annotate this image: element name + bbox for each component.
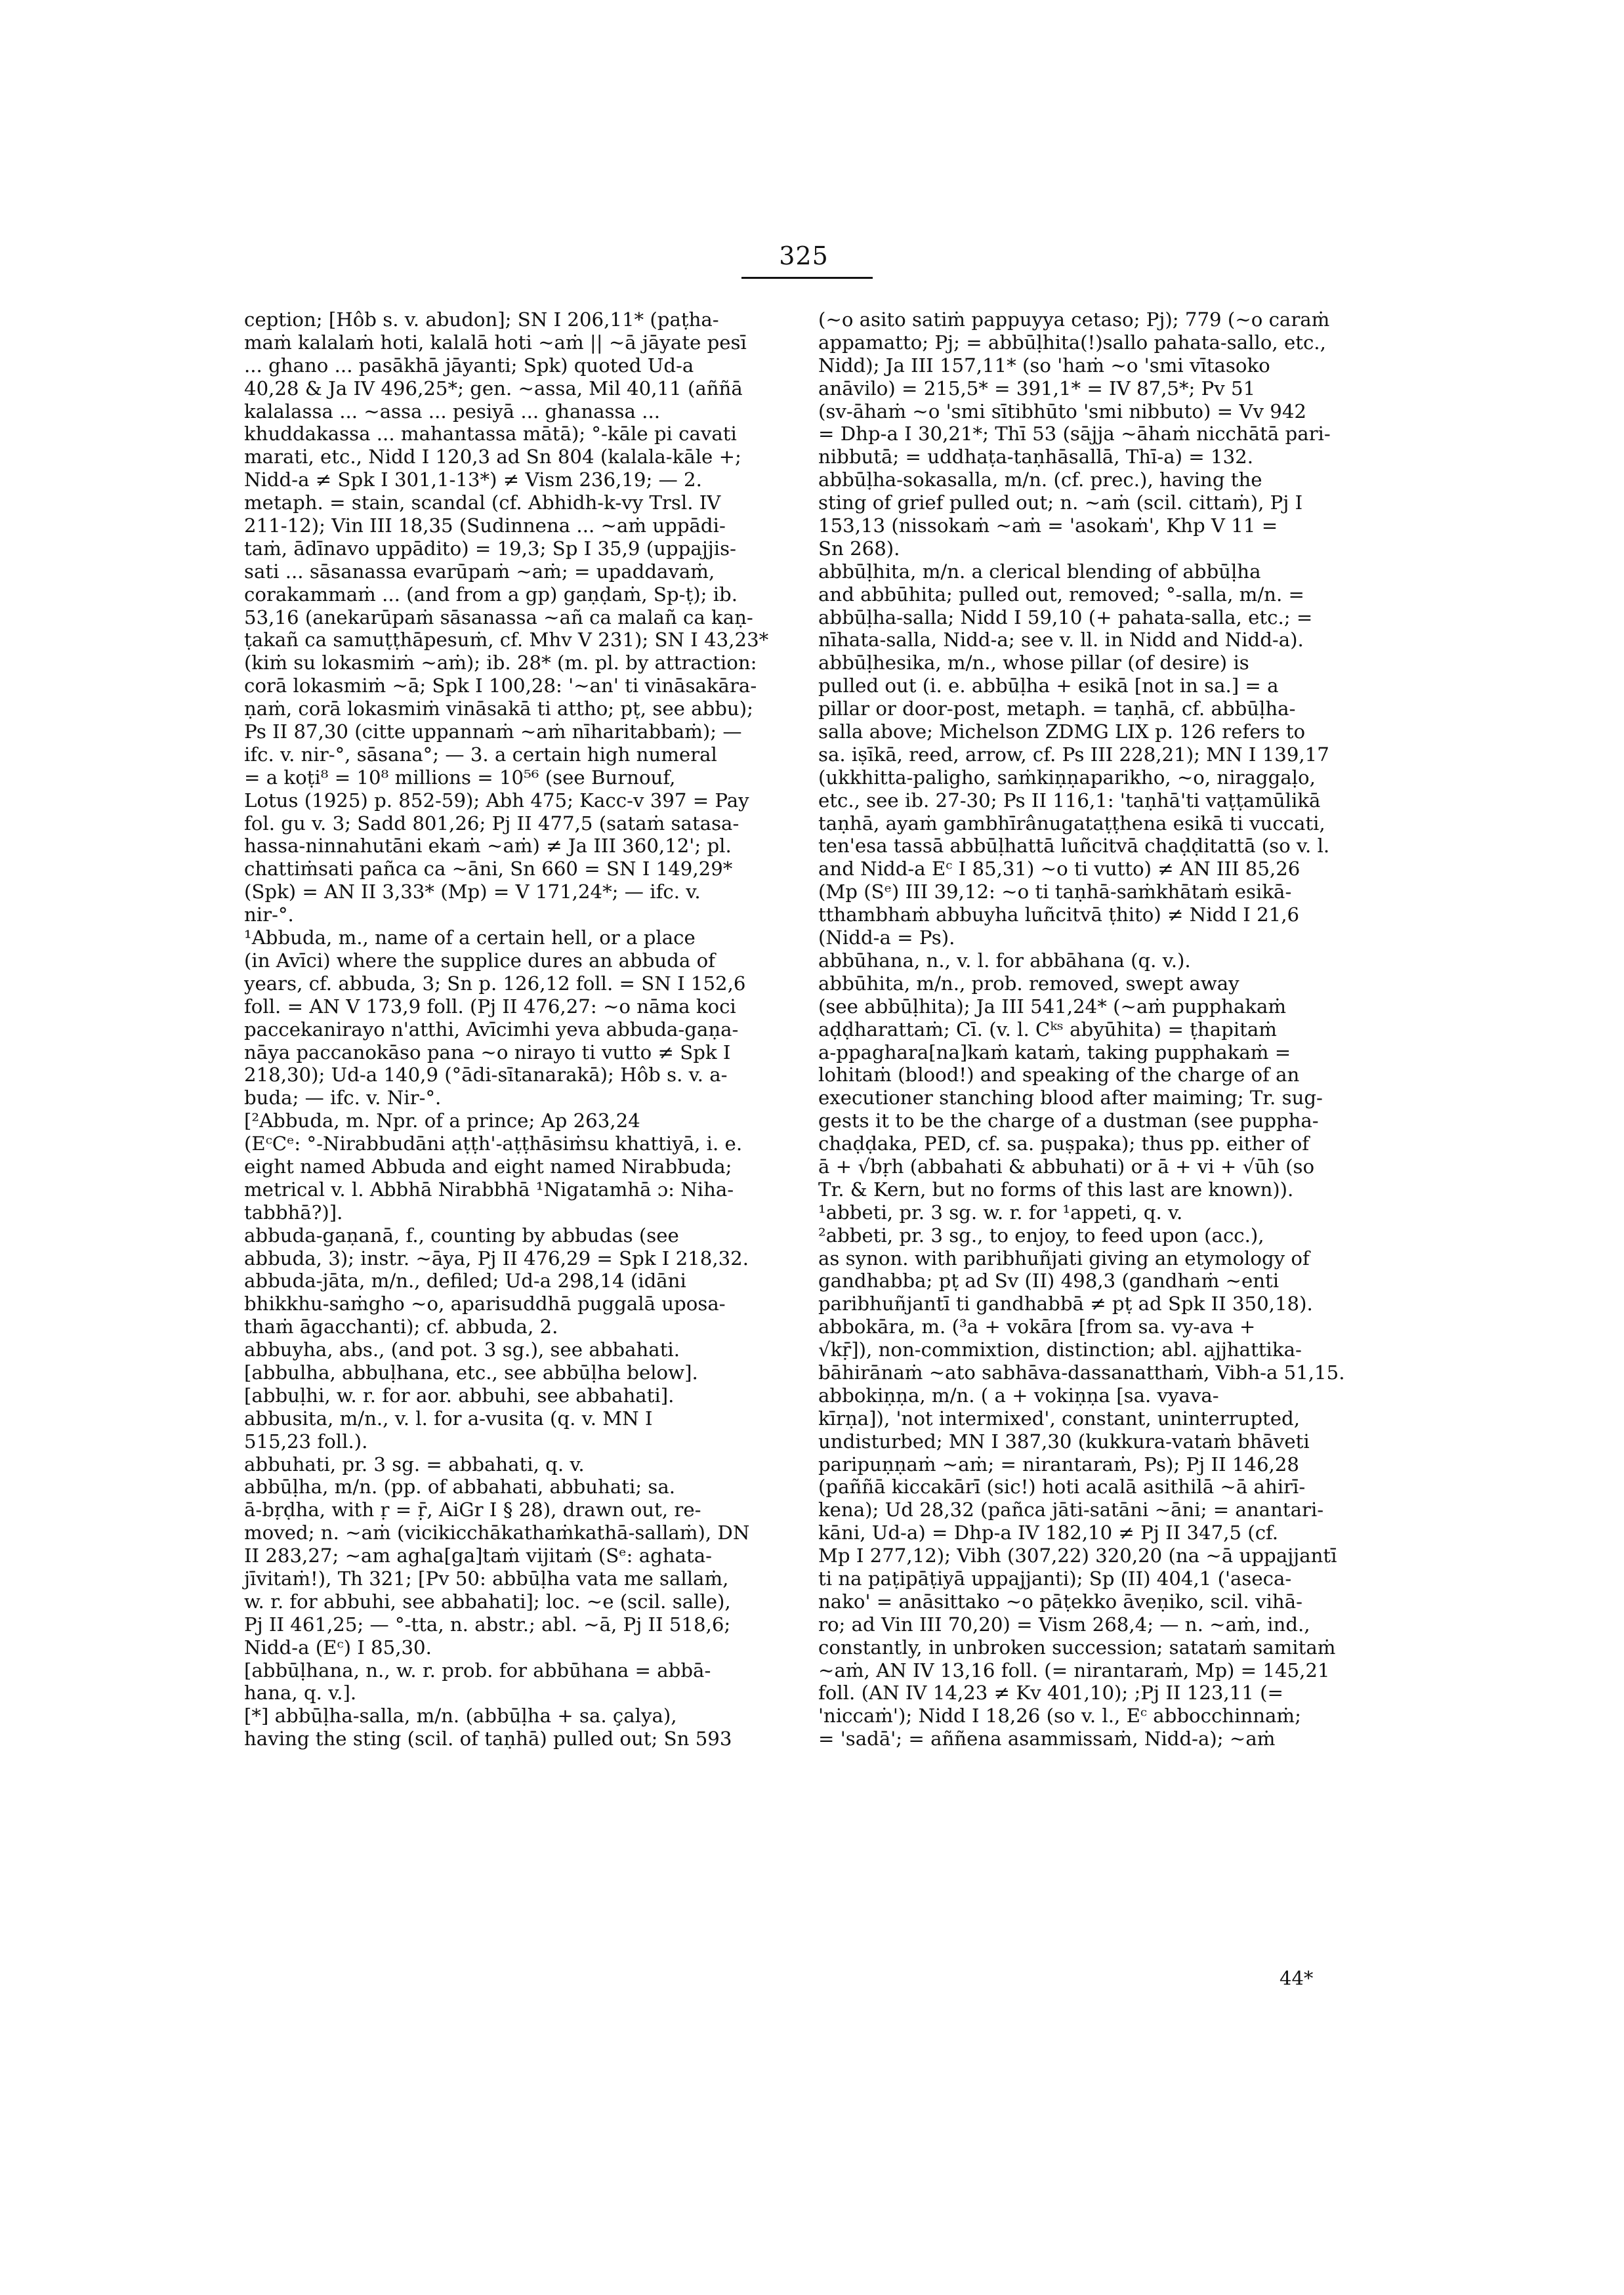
text-line: Mp I 277,12); Vibh (307,22) 320,20 (na ~ā uppajjantī	[818, 1544, 1337, 1567]
text-line: aḍḍharattaṁ; Cī. (v. l. Cᵏˢ abyūhita) = ṭhapitaṁ	[818, 1018, 1277, 1041]
text-line: ... ghano ... pasākhā jāyanti; Spk) quoted Ud-a	[244, 354, 694, 377]
text-line: 'niccaṁ'); Nidd I 18,26 (so v. l., Eᶜ abbocchinnaṁ;	[818, 1705, 1301, 1727]
text-line: gests it to be the charge of a dustman (see puppha-	[818, 1109, 1319, 1132]
text-line: chaḍḍaka, PED, cf. sa. puṣpaka); thus pp. either of	[818, 1132, 1310, 1155]
text-line: (kiṁ su lokasmiṁ ~aṁ); ib. 28* (m. pl. by attraction:	[244, 651, 757, 674]
text-line: paccekanirayo n'atthi, Avīcimhi yeva abbuda-gaṇa-	[244, 1018, 739, 1041]
text-line: sa. iṣīkā, reed, arrow, cf. Ps III 228,21); MN I 139,17	[818, 743, 1329, 766]
text-line: (Spk) = AN II 3,33* (Mp) = V 171,24*; — ifc. v.	[244, 880, 701, 903]
text-line: Tr. & Kern, but no forms of this last are known)).	[818, 1178, 1294, 1201]
text-line: kalalassa ... ~assa ... pesiyā ... ghanassa ...	[244, 400, 661, 423]
text-line: metaph. = stain, scandal (cf. Abhidh-k-vy Trsl. IV	[244, 491, 721, 514]
text-line: taṇhā, ayaṁ gambhīrânugataṭṭhena esikā ti vuccati,	[818, 812, 1325, 835]
text-line: a-ppaghara[na]kaṁ kataṁ, taking pupphakaṁ =	[818, 1041, 1291, 1064]
text-line: 53,16 (anekarūpaṁ sāsanassa ~añ ca malañ ca kaṇ-	[244, 606, 753, 629]
page-number-rule	[741, 277, 873, 279]
text-line: abbūḷhesika, m/n., whose pillar (of desire) is	[818, 651, 1249, 674]
text-line: anāvilo) = 215,5* = 391,1* = IV 87,5*; Pv 51	[818, 377, 1256, 400]
text-line: years, cf. abbuda, 3; Sn p. 126,12 foll. = SN I 152,6	[244, 972, 746, 995]
text-line: ro; ad Vin III 70,20) = Vism 268,4; — n. ~aṁ, ind.,	[818, 1613, 1310, 1636]
text-line: ṭakañ ca samuṭṭhāpesuṁ, cf. Mhv V 231); SN I 43,23*	[244, 629, 769, 651]
text-line: = Dhp-a I 30,21*; Thī 53 (sājja ~āhaṁ nicchātā pari-	[818, 423, 1331, 445]
text-line: abbūhita, m/n., prob. removed, swept away	[818, 972, 1239, 995]
text-line: appamatto; Pj; = abbūḷhita(!)sallo pahata-sallo, etc.,	[818, 331, 1326, 354]
text-line: ²abbeti, pr. 3 sg., to enjoy, to feed upon (acc.),	[818, 1224, 1264, 1247]
text-line: bhikkhu-saṁgho ~o, aparisuddhā puggalā uposa-	[244, 1292, 726, 1315]
text-line: ti na paṭipāṭiyā uppajjanti); Sp (II) 404,1 ('aseca-	[818, 1567, 1292, 1590]
text-line: [abbulha, abbuḷhana, etc., see abbūḷha below].	[244, 1361, 698, 1384]
page-number: 325	[779, 241, 829, 270]
text-line: lohitaṁ (blood!) and speaking of the charge of an	[818, 1064, 1300, 1086]
text-line: tabbhā?)].	[244, 1201, 343, 1224]
text-line: gandhabba; pṭ ad Sv (II) 498,3 (gandhaṁ ~enti	[818, 1270, 1280, 1292]
text-line: ā + √bṛh (abbahati & abbuhati) or ā + vi + √ūh (so	[818, 1155, 1315, 1178]
text-line: abbokāra, m. (³a + vokāra [from sa. vy-ava +	[818, 1315, 1256, 1338]
text-line: [abbuḷhi, w. r. for aor. abbuhi, see abbahati].	[244, 1384, 675, 1407]
text-line: bāhirānaṁ ~ato sabhāva-dassanatthaṁ, Vibh-a 51,15.	[818, 1361, 1345, 1384]
text-line: [abbūḷhana, n., w. r. prob. for abbūhana = abbā-	[244, 1659, 711, 1682]
text-line: foll. (AN IV 14,23 ≠ Kv 401,10); ;Pj II 123,11 (=	[818, 1682, 1283, 1705]
text-line: pulled out (i. e. abbūḷha + esikā [not in sa.] = a	[818, 674, 1279, 697]
text-line: executioner stanching blood after maiming; Tr. sug-	[818, 1086, 1323, 1109]
text-line: (Nidd-a = Ps).	[818, 926, 955, 949]
text-line: abbuhati, pr. 3 sg. = abbahati, q. v.	[244, 1453, 585, 1476]
text-line: metrical v. l. Abbhā Nirabbhā ¹Nigatamhā ɔ: Niha-	[244, 1178, 734, 1201]
text-line: ¹abbeti, pr. 3 sg. w. r. for ¹appeti, q. v.	[818, 1201, 1183, 1224]
text-line: corā lokasmiṁ ~ā; Spk I 100,28: '~an' ti vināsakāra-	[244, 674, 757, 697]
text-line: 218,30); Ud-a 140,9 (°ādi-sītanarakā); Hôb s. v. a-	[244, 1064, 728, 1086]
text-line: moved; n. ~aṁ (vicikicchākathaṁkathā-sallaṁ), DN	[244, 1521, 750, 1544]
text-line: as synon. with paribhuñjati giving an etymology of	[818, 1247, 1310, 1270]
text-line: sting of grief pulled out; n. ~aṁ (scil. cittaṁ), Pj I	[818, 491, 1303, 514]
text-line: nāya paccanokāso pana ~o nirayo ti vutto ≠ Spk I	[244, 1041, 731, 1064]
text-line: nir-°.	[244, 903, 294, 926]
text-line: corakammaṁ ... (and from a gp) gaṇḍaṁ, Sp-ṭ); ib.	[244, 583, 738, 606]
text-line: maṁ kalalaṁ hoti, kalalā hoti ~aṁ || ~ā jāyate pesī	[244, 331, 747, 354]
text-line: ā-bṛḍha, with ṛ = ṝ, AiGr I § 28), drawn out, re-	[244, 1499, 701, 1521]
text-line: [²Abbuda, m. Npr. of a prince; Ap 263,24	[244, 1109, 640, 1132]
text-line: (paññā kiccakārī (sic!) hoti acalā asithilā ~ā ahirī-	[818, 1476, 1306, 1499]
text-line: abbūḷha-salla; Nidd I 59,10 (+ pahata-salla, etc.; =	[818, 606, 1313, 629]
text-line: sati ... sāsanassa evarūpaṁ ~aṁ; = upaddavaṁ,	[244, 560, 715, 583]
text-line: paribhuñjantī ti gandhabbā ≠ pṭ ad Spk II 350,18).	[818, 1292, 1313, 1315]
text-line: abbūhana, n., v. l. for abbāhana (q. v.).	[818, 949, 1191, 972]
text-line: hassa-ninnahutāni ekaṁ ~aṁ) ≠ Ja III 360,12'; pl.	[244, 835, 732, 858]
text-line: salla above; Michelson ZDMG LIX p. 126 refers to	[818, 720, 1306, 743]
text-line: Ps II 87,30 (citte uppannaṁ ~aṁ nīharitabbaṁ); —	[244, 720, 742, 743]
text-line: Sn 268).	[818, 537, 900, 560]
text-line: taṁ, ādīnavo uppādito) = 19,3; Sp I 35,9 (uppajjis-	[244, 537, 736, 560]
text-line: and Nidd-a Eᶜ I 85,31) ~o ti vutto) ≠ AN III 85,26	[818, 858, 1301, 880]
text-line: paripuṇṇaṁ ~aṁ; = nirantaraṁ, Ps); Pj II 146,28	[818, 1453, 1299, 1476]
text-line: √kṝ]), non-commixtion, distinction; abl. ajjhattika-	[818, 1338, 1302, 1361]
text-line: ifc. v. nir-°, sāsana°; — 3. a certain high numeral	[244, 743, 717, 766]
text-line: II 283,27; ~am agha[ga]taṁ vijitaṁ (Sᵉ: aghata-	[244, 1544, 712, 1567]
text-line: nako' = anāsittako ~o pāṭekko āveṇiko, scil. vihā-	[818, 1590, 1302, 1613]
text-line: w. r. for abbuhi, see abbahati]; loc. ~e (scil. salle),	[244, 1590, 731, 1613]
text-line: (sv-āhaṁ ~o 'smi sītibhūto 'smi nibbuto) = Vv 942	[818, 400, 1306, 423]
text-line: undisturbed; MN I 387,30 (kukkura-vataṁ bhāveti	[818, 1430, 1310, 1453]
text-line: foll. = AN V 173,9 foll. (Pj II 476,27: ~o nāma koci	[244, 995, 736, 1018]
text-line: thaṁ āgacchanti); cf. abbuda, 2.	[244, 1315, 558, 1338]
text-line: kīrṇa]), 'not intermixed', constant, uninterrupted,	[818, 1407, 1300, 1430]
text-line: (~o asito satiṁ pappuyya cetaso; Pj); 779 (~o caraṁ	[818, 308, 1330, 331]
text-line: nīhata-salla, Nidd-a; see v. ll. in Nidd and Nidd-a).	[818, 629, 1304, 651]
text-line: 211-12); Vin III 18,35 (Sudinnena ... ~aṁ uppādi-	[244, 514, 726, 537]
text-line: marati, etc., Nidd I 120,3 ad Sn 804 (kalala-kāle +;	[244, 445, 741, 468]
text-line: abbūḷha-sokasalla, m/n. (cf. prec.), having the	[818, 468, 1262, 491]
text-line: (ukkhitta-paligho, saṁkiṇṇaparikho, ~o, niraggaḷo,	[818, 766, 1316, 789]
text-line: abbūḷhita, m/n. a clerical blending of abbūḷha	[818, 560, 1261, 583]
text-line: having the sting (scil. of taṇhā) pulled out; Sn 593	[244, 1727, 732, 1750]
text-line: = a koṭi⁸ = 10⁸ millions = 10⁵⁶ (see Burnouf,	[244, 766, 676, 789]
text-line: ception; [Hôb s. v. abudon]; SN I 206,11* (paṭha-	[244, 308, 719, 331]
text-line: khuddakassa ... mahantassa mātā); °-kāle pi cavati	[244, 423, 737, 445]
text-line: [*] abbūḷha-salla, m/n. (abbūḷha + sa. çalya),	[244, 1705, 677, 1727]
text-line: (Mp (Sᵉ) III 39,12: ~o ti taṇhā-saṁkhātaṁ esikā-	[818, 880, 1292, 903]
text-line: and abbūhita; pulled out, removed; °-salla, m/n. =	[818, 583, 1304, 606]
text-line: = 'sadā'; = aññena asammissaṁ, Nidd-a); ~aṁ	[818, 1727, 1276, 1750]
text-line: constantly, in unbroken succession; satataṁ samitaṁ	[818, 1636, 1336, 1659]
text-line: kena); Ud 28,32 (pañca jāti-satāni ~āni; = anantari-	[818, 1499, 1324, 1521]
text-line: ¹Abbuda, m., name of a certain hell, or a place	[244, 926, 696, 949]
text-line: ṇaṁ, corā lokasmiṁ vināsakā ti attho; pṭ, see abbu);	[244, 697, 753, 720]
text-line: 153,13 (nissokaṁ ~aṁ = 'asokaṁ', Khp V 11 =	[818, 514, 1278, 537]
text-line: etc., see ib. 27-30; Ps II 116,1: 'taṇhā'ti vaṭṭamūlikā	[818, 789, 1321, 812]
text-line: 40,28 & Ja IV 496,25*; gen. ~assa, Mil 40,11 (aññā	[244, 377, 743, 400]
text-line: abbūḷha, m/n. (pp. of abbahati, abbuhati; sa.	[244, 1476, 676, 1499]
text-line: (see abbūḷhita); Ja III 541,24* (~aṁ pupphakaṁ	[818, 995, 1287, 1018]
text-line: fol. gu v. 3; Sadd 801,26; Pj II 477,5 (sataṁ satasa-	[244, 812, 739, 835]
text-line: kāni, Ud-a) = Dhp-a IV 182,10 ≠ Pj II 347,5 (cf.	[818, 1521, 1279, 1544]
text-line: pillar or door-post, metaph. = taṇhā, cf. abbūḷha-	[818, 697, 1296, 720]
text-line: abbuyha, abs., (and pot. 3 sg.), see abbahati.	[244, 1338, 680, 1361]
text-line: Pj II 461,25; — °-tta, n. abstr.; abl. ~ā, Pj II 518,6;	[244, 1613, 731, 1636]
text-line: abbuda, 3); instr. ~āya, Pj II 476,29 = Spk I 218,32.	[244, 1247, 749, 1270]
text-line: Nidd-a (Eᶜ) I 85,30.	[244, 1636, 432, 1659]
text-line: 515,23 foll.).	[244, 1430, 368, 1453]
text-line: ~aṁ, AN IV 13,16 foll. (= nirantaraṁ, Mp) = 145,21	[818, 1659, 1330, 1682]
text-line: eight named Abbuda and eight named Nirabbuda;	[244, 1155, 732, 1178]
text-line: nibbutā; = uddhaṭa-taṇhāsallā, Thī-a) = 132.	[818, 445, 1254, 468]
right-column	[818, 308, 1394, 1750]
text-line: Nidd); Ja III 157,11* (so 'haṁ ~o 'smi vītasoko	[818, 354, 1270, 377]
text-line: (in Avīci) where the supplice dures an abbuda of	[244, 949, 715, 972]
text-line: Lotus (1925) p. 852-59); Abh 475; Kacc-v 397 = Pay	[244, 789, 749, 812]
text-line: abbusita, m/n., v. l. for a-vusita (q. v. MN I	[244, 1407, 653, 1430]
text-line: buda; — ifc. v. Nir-°.	[244, 1086, 442, 1109]
text-line: chattiṁsati pañca ca ~āni, Sn 660 = SN I 149,29*	[244, 858, 733, 880]
text-line: abbuda-jāta, m/n., defiled; Ud-a 298,14 (idāni	[244, 1270, 686, 1292]
text-line: Nidd-a ≠ Spk I 301,1-13*) ≠ Vism 236,19; — 2.	[244, 468, 702, 491]
text-line: ten'esa tassā abbūḷhattā luñcitvā chaḍḍitattā (so v. l.	[818, 835, 1330, 858]
text-line: (EᶜCᵉ: °-Nirabbudāni aṭṭh'-aṭṭhāsiṁsu khattiyā, i. e.	[244, 1132, 743, 1155]
text-line: abbuda-gaṇanā, f., counting by abbudas (see	[244, 1224, 679, 1247]
text-line: tthambhaṁ abbuyha luñcitvā ṭhito) ≠ Nidd I 21,6	[818, 903, 1300, 926]
text-line: abbokiṇṇa, m/n. ( a + vokiṇṇa [sa. vyava-	[818, 1384, 1219, 1407]
text-line: jīvitaṁ!), Th 321; [Pv 50: abbūḷha vata me sallaṁ,	[244, 1567, 729, 1590]
left-column	[244, 308, 797, 1750]
text-line: hana, q. v.].	[244, 1682, 357, 1705]
signature-mark: 44*	[1280, 1967, 1314, 1989]
